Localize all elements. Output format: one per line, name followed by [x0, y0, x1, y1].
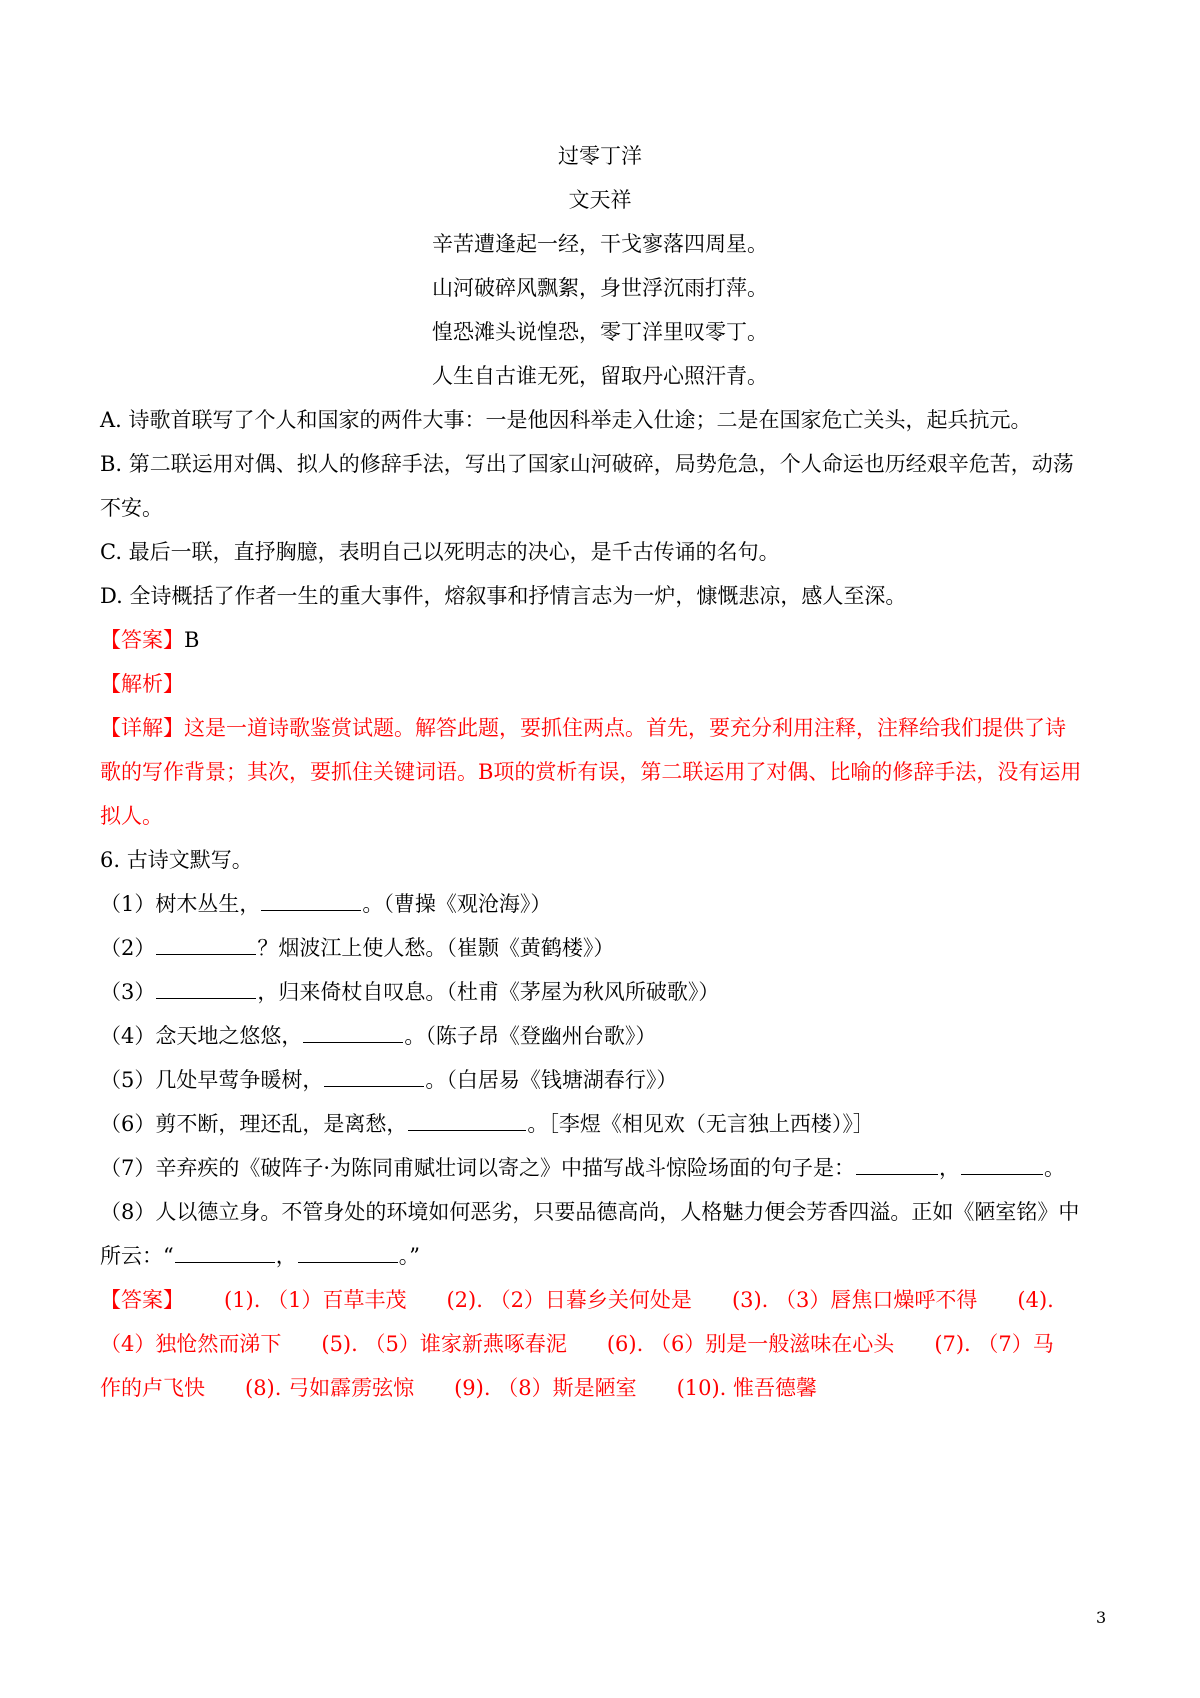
poem-line-1: 辛苦遭逢起一经，干戈寥落四周星。: [432, 232, 768, 256]
q5-detail-line-2: 歌的写作背景；其次，要抓住关键词语。B项的赏析有误，第二联运用了对偶、比喻的修辞手法，没有运用: [100, 760, 1082, 784]
answer-item: (3). （3）唇焦口燥呼不得: [731, 1288, 978, 1312]
poem-line-4: 人生自古谁无死，留取丹心照汗青。: [432, 364, 768, 388]
item-text: （5）几处早莺争暖树，: [100, 1068, 324, 1092]
q6-item-8-line-2: [100, 1241, 420, 1271]
answer-item: (1). （1）百草丰茂: [224, 1288, 407, 1312]
page-number: 3: [1096, 1608, 1107, 1627]
q6-item-1: [100, 889, 551, 919]
fill-blank: [961, 1156, 1043, 1175]
fill-blank: [324, 1068, 424, 1087]
fill-blank: [298, 1244, 398, 1263]
item-end: 。: [1044, 1156, 1066, 1180]
q6-answer-line-1: [100, 1285, 1054, 1315]
item-source: 。（曹操《观沧海》）: [362, 892, 552, 916]
q6-heading: 6. 古诗文默写。: [100, 848, 253, 872]
answer-item: (6). （6）别是一般滋味在心头: [606, 1332, 895, 1356]
q6-item-7: [100, 1153, 1065, 1183]
option-a: A. 诗歌首联写了个人和国家的两件大事：一是他因科举走入仕途；二是在国家危亡关头，起兵抗元。: [100, 408, 1032, 432]
item-text: （8）人以德立身。不管身处的环境如何恶劣，只要品德高尚，人格魅力便会芳香四溢。正如《陋室铭》中: [100, 1200, 1080, 1224]
item-end: 。”: [398, 1244, 420, 1268]
poem-line-2: 山河破碎风飘絮，身世浮沉雨打萍。: [432, 276, 768, 300]
answer-label: 【答案】: [100, 1288, 184, 1312]
option-b-line-2: 不安。: [100, 496, 163, 520]
fill-blank: [175, 1244, 275, 1263]
item-separator: ，: [939, 1156, 961, 1180]
item-text: （4）念天地之悠悠，: [100, 1024, 303, 1048]
answer-item: (2). （2）日暮乡关何处是: [446, 1288, 692, 1312]
item-source: ？烟波江上使人愁。（崔颢《黄鹤楼》）: [257, 936, 615, 960]
q6-item-6: [100, 1109, 874, 1139]
answer-item: (5). （5）谁家新燕啄春泥: [321, 1332, 567, 1356]
poem-title: 过零丁洋: [558, 144, 642, 168]
answer-item: (9). （8）斯是陋室: [454, 1376, 637, 1400]
option-b-line-1: B. 第二联运用对偶、拟人的修辞手法，写出了国家山河破碎，局势危急，个人命运也历经艰辛危苦，动荡: [100, 452, 1074, 476]
answer-value: B: [184, 628, 200, 652]
q6-item-5: [100, 1065, 677, 1095]
fill-blank: [856, 1156, 938, 1175]
item-text: 所云：“: [100, 1244, 174, 1268]
q5-detail-line-3: 拟人。: [100, 804, 163, 828]
poem-author: 文天祥: [568, 188, 632, 212]
q5-analysis-label: 【解析】: [100, 672, 184, 696]
q6-item-2: [100, 933, 614, 963]
answer-item: (10). 惟吾德馨: [676, 1376, 818, 1400]
q6-answer-line-2: [100, 1329, 1054, 1359]
q6-item-4: [100, 1021, 656, 1051]
item-source: 。［李煜《相见欢（无言独上西楼）》］: [527, 1112, 874, 1136]
answer-item: (8). 弓如霹雳弦惊: [245, 1376, 415, 1400]
answer-item: (7). （7）马: [934, 1332, 1054, 1356]
answer-item: （4）独怆然而涕下: [100, 1332, 282, 1356]
q6-item-3: [100, 977, 719, 1007]
item-separator: ，: [275, 1244, 297, 1268]
item-text: （2）: [100, 936, 156, 960]
item-text: （1）树木丛生，: [100, 892, 261, 916]
answer-item: 作的卢飞快: [100, 1376, 205, 1400]
fill-blank: [156, 936, 256, 955]
poem-line-3: 惶恐滩头说惶恐，零丁洋里叹零丁。: [432, 320, 768, 344]
q6-answer-line-3: [100, 1373, 817, 1403]
q5-answer: [100, 625, 199, 655]
q5-detail-line-1: 【详解】这是一道诗歌鉴赏试题。解答此题，要抓住两点。首先，要充分利用注释，注释给我们提供了诗: [100, 716, 1066, 740]
answer-label: 【答案】: [100, 628, 184, 652]
item-source: 。（陈子昂《登幽州台歌》）: [404, 1024, 657, 1048]
fill-blank: [303, 1024, 403, 1043]
fill-blank: [156, 980, 256, 999]
item-source: ，归来倚杖自叹息。（杜甫《茅屋为秋风所破歌》）: [257, 980, 720, 1004]
fill-blank: [261, 892, 361, 911]
item-source: 。（白居易《钱塘湖春行》）: [425, 1068, 678, 1092]
fill-blank: [408, 1112, 526, 1131]
option-d: D. 全诗概括了作者一生的重大事件，熔叙事和抒情言志为一炉，慷慨悲凉，感人至深。: [100, 584, 907, 608]
item-text: （7）辛弃疾的《破阵子·为陈同甫赋壮词以寄之》中描写战斗惊险场面的句子是：: [100, 1156, 856, 1180]
option-c: C. 最后一联，直抒胸臆，表明自己以死明志的决心，是千古传诵的名句。: [100, 540, 780, 564]
item-text: （6）剪不断，理还乱，是离愁，: [100, 1112, 408, 1136]
q6-item-8-line-1: [100, 1197, 1079, 1227]
item-text: （3）: [100, 980, 156, 1004]
answer-item: (4).: [1017, 1288, 1054, 1312]
